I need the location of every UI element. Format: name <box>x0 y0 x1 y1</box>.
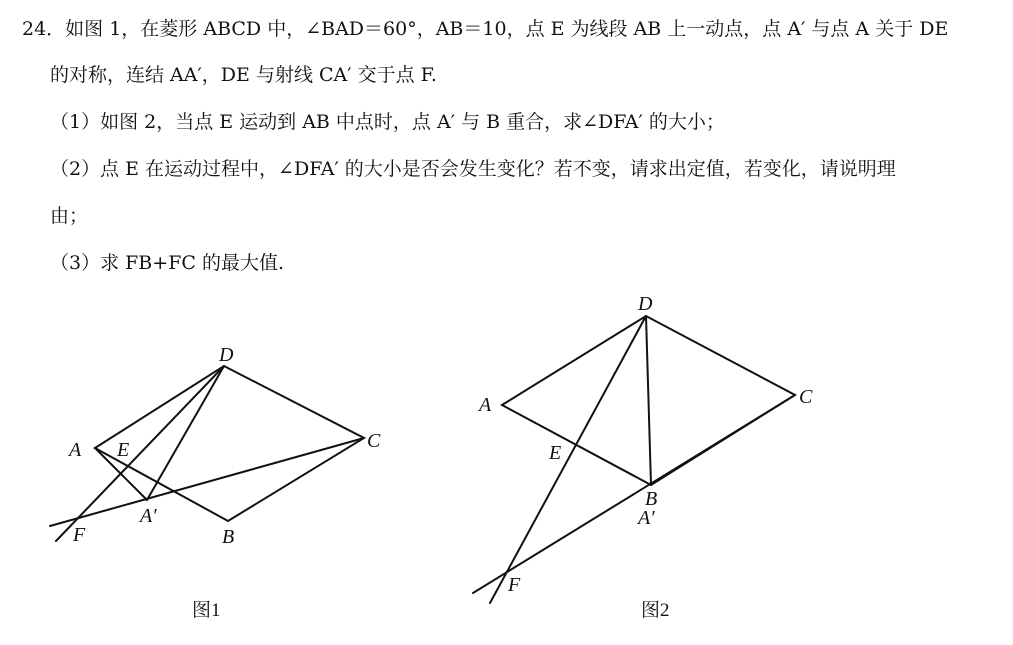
fig1-label-b: B <box>222 526 235 548</box>
question-3: （3）求 FB+FC 的最大值. <box>50 252 284 274</box>
fig2-label-b: B <box>645 488 658 510</box>
fig2-label-a: A <box>479 394 492 416</box>
fig2-label-a-prime: A′ <box>638 507 655 529</box>
figure-2-lines <box>473 316 795 603</box>
line-df-fig2 <box>490 316 646 603</box>
fig1-label-a-prime: A′ <box>140 505 157 527</box>
fig2-label-e: E <box>549 442 562 464</box>
fig2-label-d: D <box>638 293 653 315</box>
fig1-label-a: A <box>69 439 82 461</box>
question-2-continued: 由； <box>50 205 89 227</box>
rhombus-abcd-fig1 <box>95 366 364 521</box>
fig1-label-d: D <box>219 344 234 366</box>
ray-cb-fig2 <box>473 395 795 593</box>
fig1-label-e: E <box>117 439 130 461</box>
line-db-fig2 <box>646 316 651 485</box>
question-1: （1）如图 2，当点 E 运动到 AB 中点时，点 A′ 与 B 重合，求∠DFA′ 的大小； <box>50 111 725 133</box>
figure-2-caption: 图2 <box>641 600 670 621</box>
fig2-label-c: C <box>799 386 813 408</box>
figure-1-caption: 图1 <box>192 600 221 621</box>
figure-1-lines <box>50 366 364 541</box>
fig1-label-c: C <box>367 430 381 452</box>
question-2: （2）点 E 在运动过程中，∠DFA′ 的大小是否会发生变化？若不变，请求出定值，若变化，请说明理 <box>50 158 896 180</box>
problem-line-1: 24．如图 1，在菱形 ABCD 中，∠BAD＝60°，AB＝10，点 E 为线段 AB 上一动点，点 A′ 与点 A 关于 DE <box>22 18 949 40</box>
fig1-label-f: F <box>73 524 86 546</box>
problem-line-2: 的对称，连结 AA′，DE 与射线 CA′ 交于点 F. <box>50 64 437 86</box>
fig2-label-f: F <box>508 574 521 596</box>
